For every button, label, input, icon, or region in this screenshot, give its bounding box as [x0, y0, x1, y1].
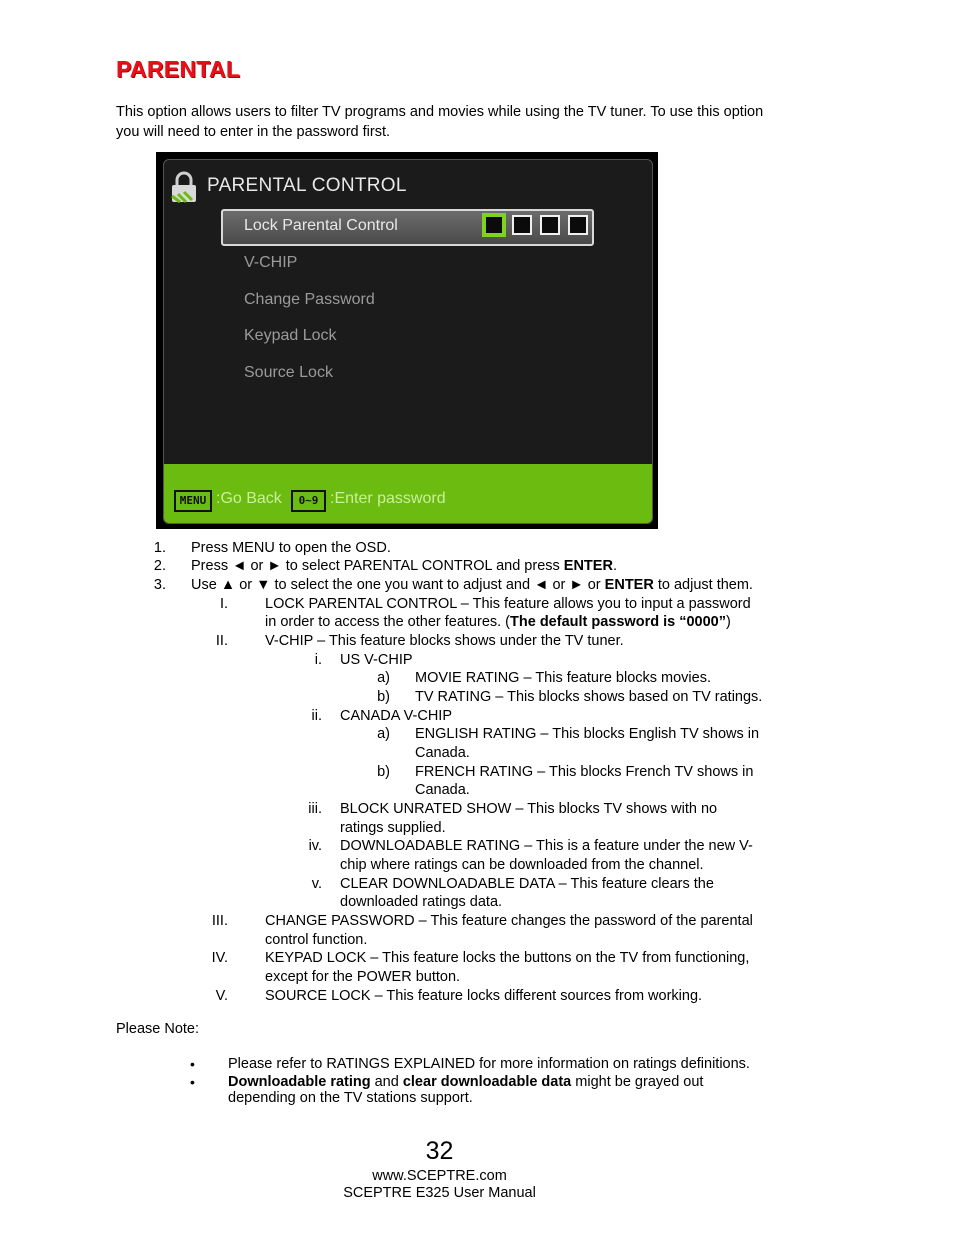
- password-digit-box-2[interactable]: [512, 215, 532, 235]
- roman-text: in order to access the other features. (The default password is “0000”): [265, 614, 731, 630]
- password-digit-box-1[interactable]: [484, 215, 504, 235]
- sub-text: ratings supplied.: [340, 820, 446, 836]
- sub-number: ii.: [311, 708, 322, 724]
- roman-text: V-CHIP – This feature blocks shows under the TV tuner.: [265, 633, 624, 649]
- letter-number: b): [377, 689, 390, 705]
- bullet-icon: •: [190, 1056, 195, 1072]
- sub-number: iii.: [308, 801, 322, 817]
- step-text: Press MENU to open the OSD.: [191, 540, 391, 556]
- bullet-icon: •: [190, 1074, 195, 1090]
- step-number: 1.: [153, 540, 166, 556]
- roman-text: LOCK PARENTAL CONTROL – This feature allows you to input a password: [265, 596, 751, 612]
- letter-number: a): [377, 670, 390, 686]
- osd-item-change-password[interactable]: Change Password: [244, 291, 375, 308]
- step-text: Press ◄ or ► to select PARENTAL CONTROL and press ENTER.: [191, 558, 617, 574]
- osd-item-keypad-lock[interactable]: Keypad Lock: [244, 327, 337, 344]
- letter-text: ENGLISH RATING – This blocks English TV shows in: [415, 726, 760, 742]
- sub-text: US V-CHIP: [340, 652, 413, 668]
- roman-number: V.: [215, 988, 228, 1004]
- sub-text: DOWNLOADABLE RATING – This is a feature under the new V-: [340, 838, 753, 854]
- letter-text: Canada.: [415, 745, 470, 761]
- letter-text: Canada.: [415, 782, 470, 798]
- footer-url: www.SCEPTRE.com: [372, 1168, 507, 1184]
- roman-text: control function.: [265, 932, 368, 948]
- sub-text: BLOCK UNRATED SHOW – This blocks TV shows with no: [340, 801, 718, 817]
- sub-number: iv.: [308, 838, 322, 854]
- parental-control-screenshot: [156, 152, 658, 529]
- osd-panel: [163, 159, 653, 524]
- letter-text: TV RATING – This blocks shows based on TV ratings.: [415, 689, 763, 705]
- page-title: PARENTAL: [116, 56, 241, 82]
- password-digit-box-4[interactable]: [568, 215, 588, 235]
- step-text: Use ▲ or ▼ to select the one you want to adjust and ◄ or ► or ENTER to adjust them.: [191, 577, 753, 593]
- osd-item-lock-parental-control[interactable]: Lock Parental Control: [244, 217, 398, 234]
- sub-text: CLEAR DOWNLOADABLE DATA – This feature clears the: [340, 876, 714, 892]
- go-back-hint: :Go Back: [216, 490, 282, 507]
- sub-text: CANADA V-CHIP: [340, 708, 452, 724]
- osd-item-v-chip[interactable]: V-CHIP: [244, 254, 298, 271]
- osd-item-source-lock[interactable]: Source Lock: [244, 364, 333, 381]
- letter-number: a): [377, 726, 390, 742]
- roman-number: IV.: [211, 950, 228, 966]
- step-number: 2.: [153, 558, 166, 574]
- roman-number: III.: [211, 913, 228, 929]
- note-bullet-text: Downloadable rating and clear downloadable data might be grayed out: [228, 1074, 704, 1090]
- digit-keys-icon: 0~9: [291, 490, 326, 512]
- letter-number: b): [377, 764, 390, 780]
- roman-text: SOURCE LOCK – This feature locks different sources from working.: [265, 988, 703, 1004]
- page-number: 32: [425, 1137, 454, 1165]
- letter-text: MOVIE RATING – This feature blocks movies.: [415, 670, 711, 686]
- intro-paragraph: This option allows users to filter TV programs and movies while using the TV tuner. To use this option you will need to enter in the password first.: [116, 104, 764, 140]
- password-digit-box-3[interactable]: [540, 215, 560, 235]
- roman-text: CHANGE PASSWORD – This feature changes the password of the parental: [265, 913, 753, 929]
- menu-key-icon: MENU: [174, 490, 212, 512]
- sub-text: chip where ratings can be downloaded from the channel.: [340, 857, 704, 873]
- sub-number: v.: [311, 876, 322, 892]
- roman-number: I.: [219, 596, 228, 612]
- roman-text: KEYPAD LOCK – This feature locks the buttons on the TV from functioning,: [265, 950, 750, 966]
- osd-title: PARENTAL CONTROL: [207, 175, 407, 196]
- sub-text: downloaded ratings data.: [340, 894, 503, 910]
- footer-manual-title: SCEPTRE E325 User Manual: [343, 1185, 536, 1201]
- sub-number: i.: [314, 652, 322, 668]
- letter-text: FRENCH RATING – This blocks French TV shows in: [415, 764, 754, 780]
- padlock-icon: [170, 170, 198, 204]
- note-label: Please Note:: [116, 1021, 200, 1037]
- enter-password-hint: :Enter password: [330, 490, 446, 507]
- note-bullet-text: depending on the TV stations support.: [228, 1090, 473, 1106]
- roman-text: except for the POWER button.: [265, 969, 461, 985]
- note-bullet-text: Please refer to RATINGS EXPLAINED for more information on ratings definitions.: [228, 1056, 750, 1072]
- step-number: 3.: [153, 577, 166, 593]
- roman-number: II.: [215, 633, 228, 649]
- osd-footer-bar: [164, 464, 652, 523]
